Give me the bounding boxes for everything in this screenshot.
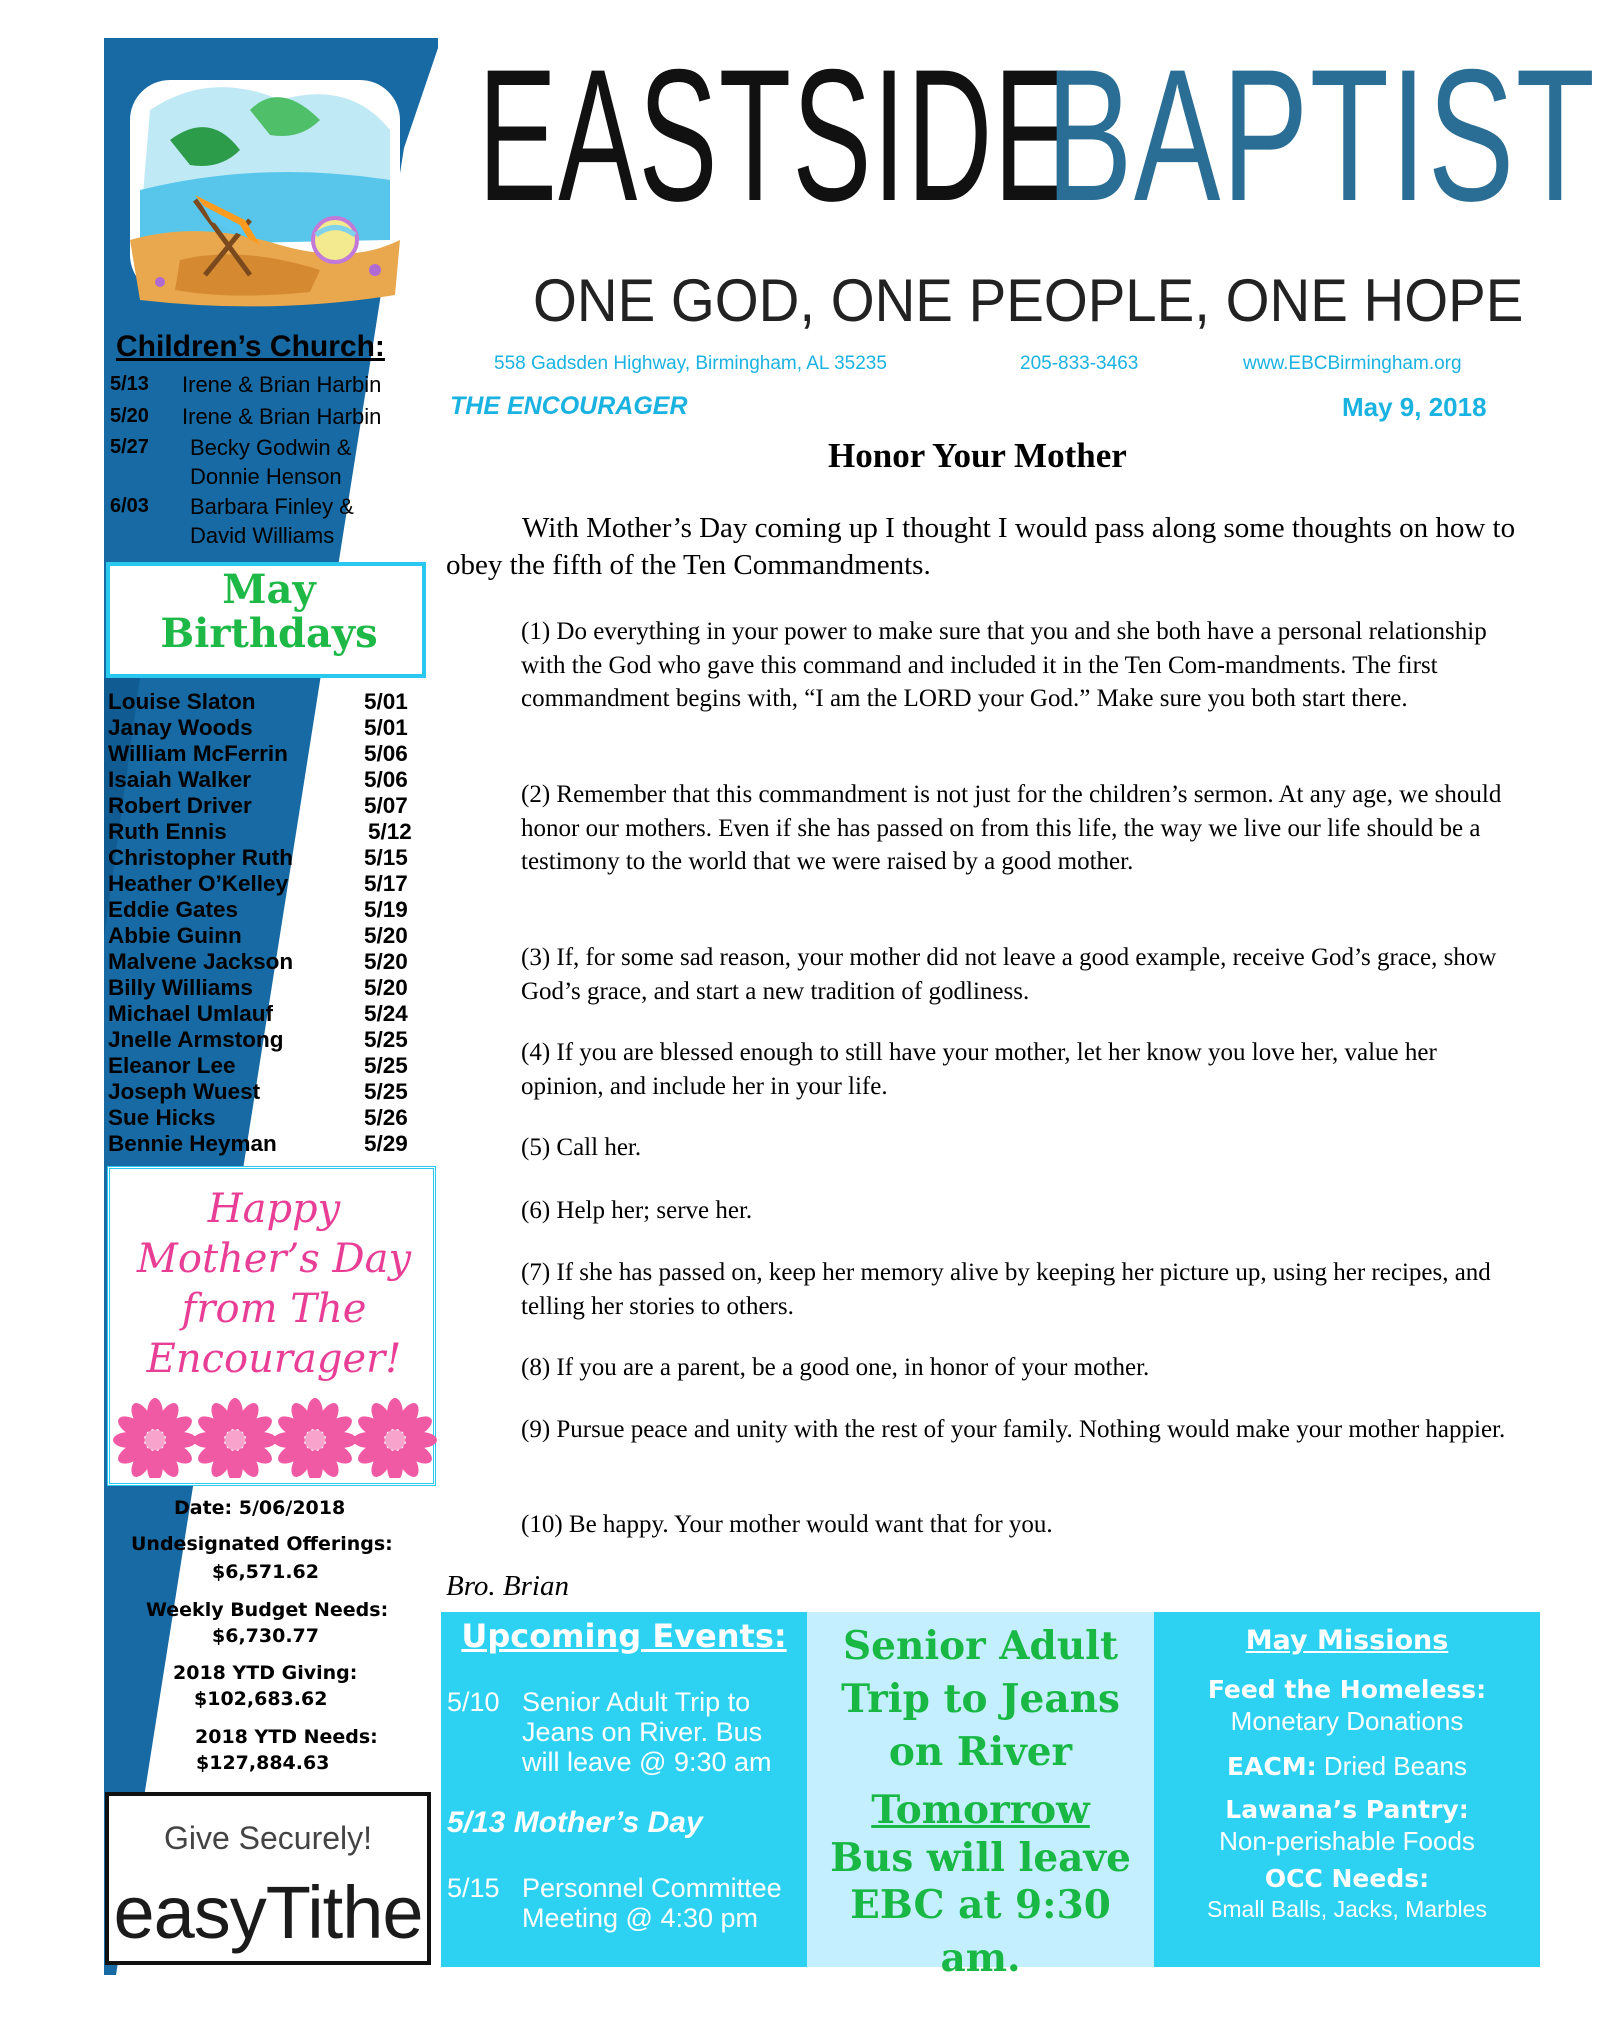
birthday-row: [108, 845, 413, 871]
event-text: Personnel Committee Meeting @ 4:30 pm: [522, 1873, 782, 1933]
article-point: (3) If, for some sad reason, your mother did not leave a good example, receive God’s grace, show God’s grace, and start a new tradition of godliness.: [521, 944, 1497, 1005]
birthday-date: 5/25: [364, 1027, 408, 1052]
mission-label: Feed the Homeless:: [1207, 1675, 1487, 1704]
childrens-church-date: 5/27: [110, 436, 149, 458]
article-point: (8) If you are a parent, be a good one, in honor of your mother.: [521, 1354, 1150, 1381]
birthday-date: 5/20: [364, 975, 408, 1000]
event-date: 5/10: [447, 1687, 500, 1717]
birthday-name: Ruth Ennis: [108, 819, 227, 844]
birthday-date: 5/17: [364, 871, 408, 896]
missions-title: May Missions: [1245, 1625, 1449, 1656]
article-point: (7) If she has passed on, keep her memory alive by keeping her picture up, using her recipes, and telling her stories to others.: [521, 1259, 1491, 1320]
birthday-name: Malvene Jackson: [108, 949, 294, 974]
childrens-church-names: Barbara Finley &: [190, 494, 354, 519]
birthday-row: [108, 975, 413, 1001]
ytd-needs-label: 2018 YTD Needs:: [195, 1726, 378, 1748]
article-point: (10) Be happy. Your mother would want that for you.: [521, 1511, 1053, 1538]
birthdays-title-line2: Birthdays: [160, 610, 378, 657]
birthday-date: 5/24: [364, 1001, 408, 1026]
birthday-row: [108, 1027, 413, 1053]
childrens-church-names: Irene & Brian Harbin: [182, 372, 382, 397]
birthday-name: Eddie Gates: [108, 897, 239, 922]
childrens-church-names: David Williams: [190, 523, 335, 548]
birthday-row: [108, 1105, 413, 1131]
article-point: (4) If you are blessed enough to still have your mother, let her know you love her, value her opinion, and include her in your life.: [521, 1039, 1437, 1100]
birthdays-title-line1: May: [222, 566, 316, 613]
issue-date: May 9, 2018: [1342, 392, 1487, 422]
childrens-church-date: 5/20: [110, 405, 149, 427]
birthday-row: [108, 767, 413, 793]
birthday-row: [108, 1131, 413, 1157]
trip-line: Bus will leave: [830, 1835, 1131, 1881]
birthday-name: Abbie Guinn: [108, 923, 242, 948]
article-intro: With Mother’s Day coming up I thought I would pass along some thoughts on how to obey the fifth of the Ten Commandments.: [446, 512, 1516, 581]
flower-border-illustration: [107, 1398, 437, 1478]
mothers-day-line4: Encourager!: [146, 1336, 402, 1382]
birthday-name: Christopher Ruth: [108, 845, 293, 870]
article-signoff: Bro. Brian: [446, 1570, 569, 1602]
birthday-date: 5/20: [364, 949, 408, 974]
trip-line: on River: [888, 1729, 1073, 1775]
article-point: (6) Help her; serve her.: [521, 1197, 753, 1224]
beach-illustration: [120, 70, 410, 310]
upcoming-events-title: Upcoming Events:: [461, 1617, 787, 1655]
childrens-church-names: Donnie Henson: [190, 464, 342, 489]
birthday-row: [108, 689, 413, 715]
birthday-name: Isaiah Walker: [108, 767, 251, 792]
tagline: ONE GOD, ONE PEOPLE, ONE HOPE: [533, 267, 1524, 334]
birthday-row: [108, 1001, 413, 1027]
birthday-row: [108, 897, 413, 923]
newsletter-name: THE ENCOURAGER: [450, 392, 688, 420]
childrens-church-title: Children’s Church:: [116, 330, 385, 363]
masthead-eastside: EASTSIDE: [478, 30, 1074, 240]
church-phone: 205-833-3463: [1020, 353, 1139, 374]
masthead-baptist: BAPTIST: [1046, 30, 1597, 240]
trip-line: EBC at 9:30 am.: [850, 1882, 1111, 1981]
birthday-name: Jnelle Armstong: [108, 1027, 284, 1052]
birthday-row: [108, 741, 413, 767]
article-point: (5) Call her.: [521, 1134, 642, 1161]
birthday-name: Robert Driver: [108, 793, 252, 818]
birthday-date: 5/01: [364, 689, 408, 714]
birthday-name: William McFerrin: [108, 741, 288, 766]
article-title: Honor Your Mother: [828, 436, 1127, 475]
birthday-date: 5/25: [364, 1079, 408, 1104]
birthday-name: Michael Umlauf: [108, 1001, 274, 1026]
birthday-name: Janay Woods: [108, 715, 253, 740]
birthdays-title: [110, 568, 428, 656]
ytd-giving-value: $102,683.62: [194, 1688, 328, 1710]
birthday-row: [108, 715, 413, 741]
birthday-name: Bennie Heyman: [108, 1131, 277, 1156]
mission-detail: Small Balls, Jacks, Marbles: [1207, 1896, 1487, 1922]
birthday-name: Billy Williams: [108, 975, 253, 1000]
article-point: (9) Pursue peace and unity with the rest of your family. Nothing would make your mother happier.: [521, 1416, 1506, 1443]
birthday-row: [108, 949, 413, 975]
birthday-date: 5/06: [364, 741, 408, 766]
trip-line: Senior Adult: [843, 1623, 1118, 1669]
birthday-name: Eleanor Lee: [108, 1053, 236, 1078]
ytd-giving-label: 2018 YTD Giving:: [173, 1662, 358, 1684]
birthday-date: 5/06: [364, 767, 408, 792]
mothers-day-greeting: [112, 1184, 436, 1384]
event-text: Senior Adult Trip to Jeans on River. Bus will leave @ 9:30 am: [522, 1687, 772, 1777]
weekly-budget-value: $6,730.77: [212, 1625, 319, 1647]
birthday-row: [108, 1079, 413, 1105]
birthday-name: Sue Hicks: [108, 1105, 216, 1130]
birthday-date: 5/12: [368, 819, 412, 844]
birthday-row: [108, 923, 413, 949]
article-point: (1) Do everything in your power to make sure that you and she both have a personal relationship with the God who gave this command and included it in the Ten Com-mandments. The first commandment begins with, “I am the LORD your God.” Make sure you both start there.: [521, 618, 1487, 712]
birthday-row: [108, 819, 413, 845]
undesignated-offerings-value: $6,571.62: [212, 1561, 319, 1583]
event-mothers-day: 5/13 Mother’s Day: [447, 1806, 703, 1839]
easytithe-logo[interactable]: easyTithe: [113, 1871, 423, 1954]
mission-label: OCC Needs:: [1264, 1864, 1430, 1893]
mission-detail: Non-perishable Foods: [1219, 1826, 1475, 1856]
mission-detail: Dried Beans: [1323, 1751, 1467, 1781]
birthday-date: 5/26: [364, 1105, 408, 1130]
church-address: 558 Gadsden Highway, Birmingham, AL 35235: [494, 353, 887, 374]
give-securely-label: Give Securely!: [163, 1820, 373, 1856]
trip-line: Trip to Jeans: [841, 1676, 1120, 1722]
mission-detail: Monetary Donations: [1230, 1706, 1464, 1736]
birthday-date: 5/25: [364, 1053, 408, 1078]
childrens-church-names: Irene & Brian Harbin: [182, 404, 382, 429]
birthday-date: 5/29: [364, 1131, 408, 1156]
church-website[interactable]: www.EBCBirmingham.org: [1243, 353, 1462, 374]
article-point: (2) Remember that this commandment is not just for the children’s sermon. At any age, we should honor our mothers. Even if she has passed on from this life, the way we live our life should be a testimony to the world that we were raised by a good mother.: [521, 781, 1502, 875]
mission-eacm: [1154, 1751, 1540, 1782]
birthday-name: Joseph Wuest: [108, 1079, 261, 1104]
childrens-church-date: 5/13: [110, 373, 149, 395]
childrens-church-names: Becky Godwin &: [190, 435, 352, 460]
mothers-day-line1: Happy: [207, 1186, 341, 1232]
birthday-row: [108, 793, 413, 819]
ytd-needs-value: $127,884.63: [196, 1752, 330, 1774]
finance-date: Date: 5/06/2018: [174, 1497, 346, 1519]
birthday-date: 5/01: [364, 715, 408, 740]
birthday-date: 5/20: [364, 923, 408, 948]
birthday-row: [108, 871, 413, 897]
birthday-name: Louise Slaton: [108, 689, 256, 714]
birthday-date: 5/19: [364, 897, 408, 922]
undesignated-offerings-label: Undesignated Offerings:: [131, 1533, 393, 1555]
mission-label: EACM:: [1227, 1752, 1317, 1781]
birthday-row: [108, 1053, 413, 1079]
event-date: 5/15: [447, 1873, 500, 1903]
birthday-date: 5/07: [364, 793, 408, 818]
childrens-church-date: 6/03: [110, 495, 149, 517]
mission-label: Lawana’s Pantry:: [1225, 1795, 1469, 1824]
birthday-date: 5/15: [364, 845, 408, 870]
birthday-name: Heather O’Kelley: [108, 871, 289, 896]
trip-tomorrow: Tomorrow: [871, 1787, 1090, 1833]
mothers-day-line2: Mother’s Day: [136, 1236, 412, 1282]
weekly-budget-label: Weekly Budget Needs:: [146, 1599, 389, 1621]
mothers-day-line3: from The: [181, 1286, 367, 1332]
